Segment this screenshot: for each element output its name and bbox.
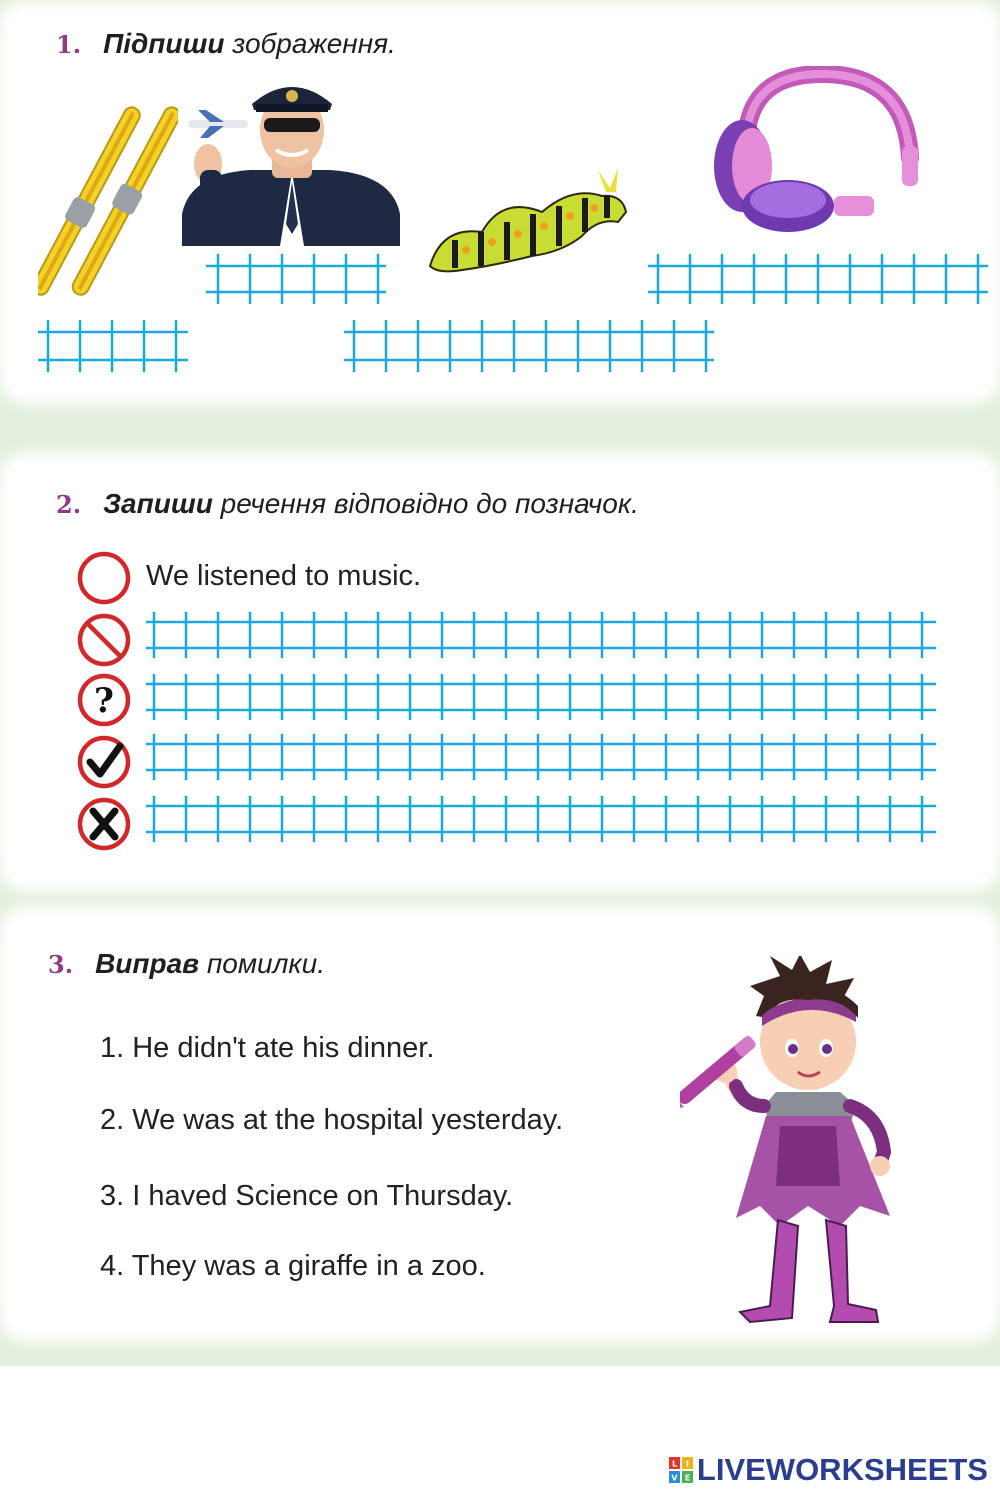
answer-grid-caterpillar[interactable] xyxy=(344,320,714,372)
task-2-verb: Запиши xyxy=(103,488,213,519)
task-1-title xyxy=(56,28,396,60)
pilot-image xyxy=(180,74,402,246)
error-sentence-4[interactable]: 4. They was a giraffe in a zoo. xyxy=(100,1250,486,1282)
skis-image xyxy=(38,92,178,312)
svg-text:V: V xyxy=(671,1473,678,1483)
svg-text:L: L xyxy=(671,1459,677,1469)
question-glyph: ? xyxy=(94,681,114,721)
error-sentence-3[interactable]: 3. I haved Science on Thursday. xyxy=(100,1180,514,1212)
answer-grid-pilot[interactable] xyxy=(206,254,386,304)
circle-icon xyxy=(76,550,132,606)
task-3-verb: Виправ xyxy=(95,948,200,979)
task-1-verb: Підпиши xyxy=(103,28,225,59)
error-sentence-2[interactable]: 2. We was at the hospital yesterday. xyxy=(100,1104,564,1136)
superhero-girl-image xyxy=(680,956,920,1332)
task-1-number: 1. xyxy=(56,30,82,59)
prohibited-icon xyxy=(76,612,132,668)
sentence-grid-row-3[interactable] xyxy=(146,734,936,780)
cross-icon xyxy=(76,796,132,852)
task-3-instruction: помилки. xyxy=(199,948,325,979)
question-icon xyxy=(76,672,132,728)
liveworksheets-logo-icon xyxy=(669,1457,693,1483)
check-icon xyxy=(76,734,132,790)
caterpillar-image xyxy=(422,166,636,282)
svg-text:E: E xyxy=(684,1473,691,1483)
task-2-title xyxy=(56,488,639,520)
sentence-grids[interactable] xyxy=(146,612,936,852)
task-3-title xyxy=(48,948,325,980)
sentence-grid-row-4[interactable] xyxy=(146,796,936,842)
error-sentence-1[interactable]: 1. He didn't ate his dinner. xyxy=(100,1032,435,1064)
liveworksheets-brand[interactable] xyxy=(669,1452,988,1488)
example-sentence: We listened to music. xyxy=(146,560,422,592)
answer-grid-skis[interactable] xyxy=(38,320,188,372)
task-2-number: 2. xyxy=(56,490,82,519)
svg-text:I: I xyxy=(685,1459,689,1469)
task-2-instruction: речення відповідно до позначок. xyxy=(212,488,639,519)
liveworksheets-label: LIVEWORKSHEETS xyxy=(696,1452,988,1487)
sentence-grid-row-2[interactable] xyxy=(146,674,936,720)
task-1-instruction: зображення. xyxy=(224,28,396,59)
task-3-number: 3. xyxy=(48,950,74,979)
sentence-grid-row-1[interactable] xyxy=(146,612,936,658)
answer-grid-headphones[interactable] xyxy=(648,254,988,304)
headphones-image xyxy=(706,66,922,236)
